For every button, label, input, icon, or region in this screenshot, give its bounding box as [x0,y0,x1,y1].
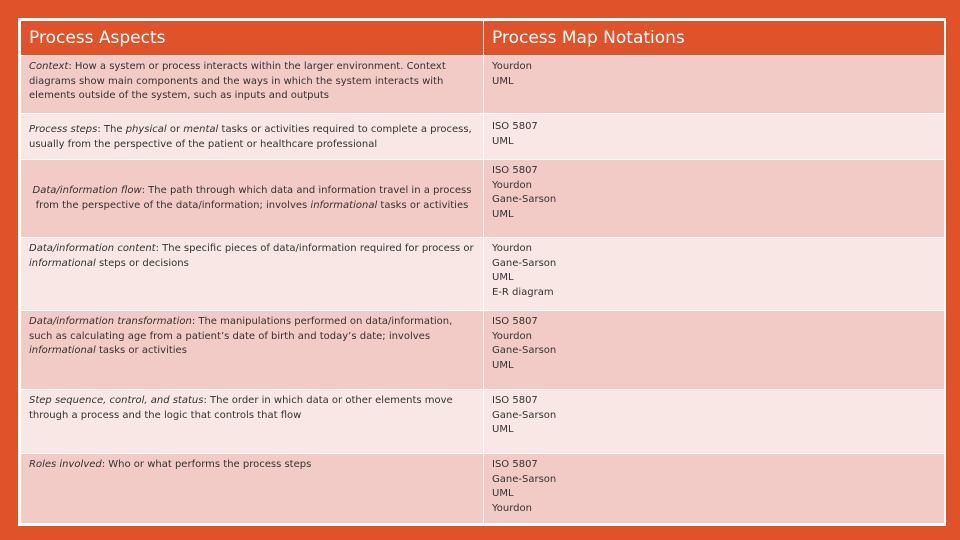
table-row-context [21,56,945,114]
aspect-name: Data/information flow [32,185,142,196]
table-row-roles-involved [21,454,945,524]
notation-item: UML [492,359,514,371]
aspect-emphasis: mental [183,124,219,135]
table-row-data-flow [21,160,945,238]
aspect-description: steps or decisions [95,257,189,269]
notation-item: E-R diagram [492,286,554,298]
notation-item: UML [492,272,514,283]
notations-cell [484,454,945,524]
aspect-name: Process steps [29,124,98,135]
aspect-cell [21,114,484,160]
notation-item: UML [492,488,514,499]
aspect-name: Step sequence, control, and status [29,395,204,406]
notation-item: Gane-Sarson [492,409,557,421]
notation-item: ISO 5807 [492,316,538,327]
aspect-description: : The specific pieces of data/information required for process or [155,243,474,254]
aspect-description: : The path through which data and information travel in a process from the perspective of the data/information; involves [35,185,472,211]
notation-item: Yourdon [492,61,532,72]
table-row-step-sequence [21,390,945,454]
aspect-cell [21,160,484,238]
table-row-data-transformation [21,311,945,390]
notation-item: Yourdon [492,330,532,342]
notation-item: Yourdon [492,179,532,191]
notation-item: UML [492,135,514,147]
aspect-description: tasks or activities [95,345,187,356]
aspect-description: : The [97,124,126,135]
notation-item: Gane-Sarson [492,473,557,485]
aspect-emphasis: physical [125,124,167,135]
process-aspects-table [20,20,945,524]
aspect-emphasis: informational [29,345,96,356]
aspect-emphasis: informational [310,199,378,211]
table-row-data-content [21,238,945,311]
table-header-row [21,21,945,56]
notations-cell [484,311,945,390]
aspect-cell [21,390,484,454]
notations-cell [484,56,945,114]
aspect-description: : Who or what performs the process steps [101,459,312,470]
notation-item: Gane-Sarson [492,194,557,205]
aspect-cell [21,56,484,114]
aspect-description: : The order in which data or other elements move through a process and the logic that controls that flow [29,395,453,421]
aspect-description: or [166,124,184,135]
table-row-process-steps [21,114,945,160]
notations-cell [484,160,945,238]
notation-item: Yourdon [492,243,532,254]
aspect-description: tasks or activities required to complete a process, usually from the perspective of the patient or healthcare professional [29,124,472,150]
notations-cell [484,114,945,160]
notation-item: Gane-Sarson [492,345,557,356]
notation-item: ISO 5807 [492,459,538,470]
aspect-cell [21,454,484,524]
notation-item: UML [492,208,514,220]
aspect-name: Roles involved [29,459,102,470]
column-header-process-map-notations: Process Map Notations [484,21,945,56]
aspect-emphasis: informational [29,257,96,269]
notations-cell [484,238,945,311]
aspect-name: Data/information content [29,243,156,254]
aspect-name: Context [29,61,69,72]
notation-item: ISO 5807 [492,395,538,406]
notation-item: ISO 5807 [492,121,538,132]
aspect-name: Data/information transformation [29,316,192,327]
column-header-process-aspects: Process Aspects [21,21,484,56]
aspect-cell [21,238,484,311]
notation-item: Gane-Sarson [492,257,557,269]
notation-item: ISO 5807 [492,165,538,176]
aspect-description: : How a system or process interacts within the larger environment. Context diagrams show main components and the ways in which the system interacts with elements outside of the system, such as inputs and outputs [29,61,446,101]
notation-item: UML [492,75,514,87]
notation-item: Yourdon [492,502,532,514]
process-table-container [18,18,946,526]
notations-cell [484,390,945,454]
aspect-cell [21,311,484,390]
aspect-description: tasks or activities [377,199,469,211]
aspect-description: : The manipulations performed on data/information, such as calculating age from a patient’s date of birth and today’s date; involves [29,316,453,342]
notation-item: UML [492,424,514,435]
